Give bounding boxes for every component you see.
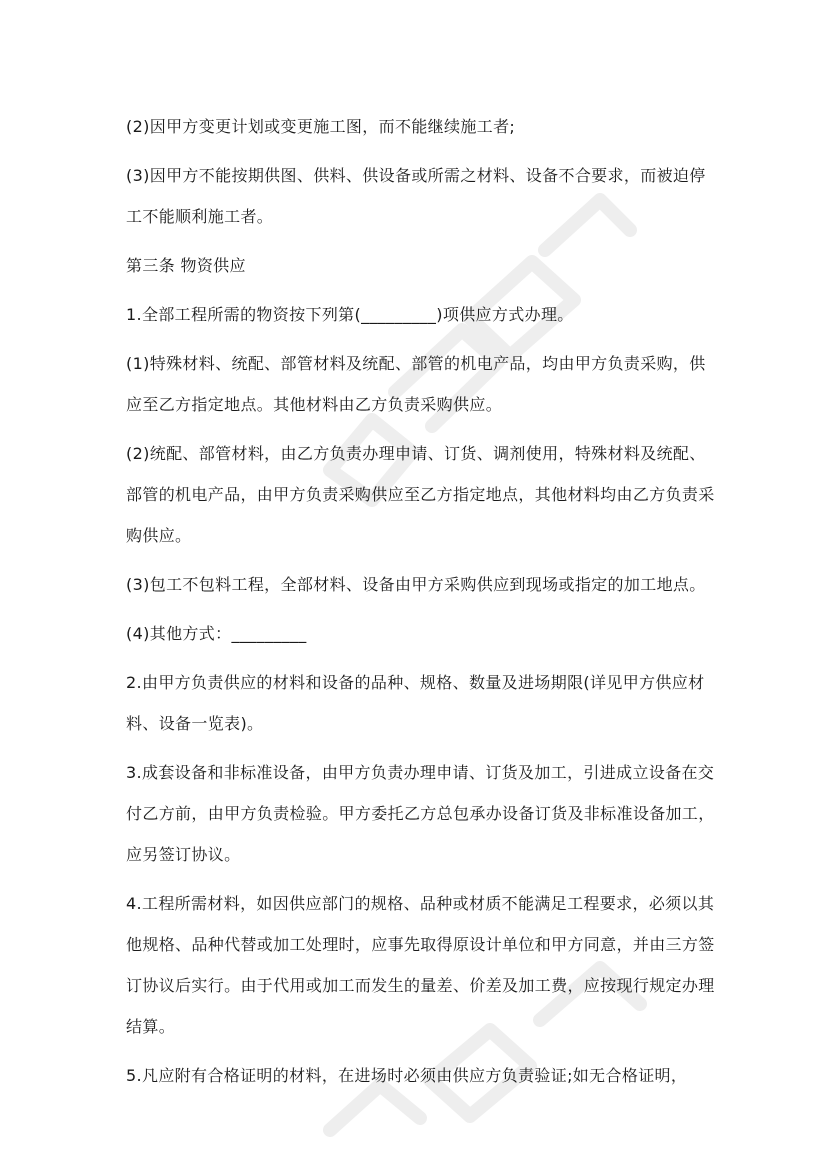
paragraph-item-2: 2.由甲方负责供应的材料和设备的品种、规格、数量及进场期限(详见甲方供应材料、设备一览表)。 <box>126 673 705 733</box>
paragraph-item-3: 3.成套设备和非标准设备，由甲方负责办理申请、订货及加工，引进成立设备在交付乙方前，由甲方负责检验。甲方委托乙方总包承办设备订货及非标准设备加工，应另签订协议。 <box>126 763 715 864</box>
paragraph-item-4: 4.工程所需材料，如因供应部门的规格、品种或材质不能满足工程要求，必须以其他规格、品种代替或加工处理时，应事先取得原设计单位和甲方同意，并由三方签订协议后实行。由于代用或加工而发生的量差、价差及加工费，应按现行规定办理结算。 <box>126 894 715 1036</box>
paragraph-option-4: (4)其他方式：_________ <box>126 624 307 643</box>
paragraph-option-3: (3)包工不包料工程，全部材料、设备由甲方采购供应到现场或指定的加工地点。 <box>126 575 706 594</box>
paragraph-option-1: (1)特殊材料、统配、部管材料及统配、部管的机电产品，均由甲方负责采购，供应至乙方指定地点。其他材料由乙方负责采购供应。 <box>126 354 706 414</box>
paragraph-clause-2-2: (2)因甲方变更计划或变更施工图，而不能继续施工者; <box>126 117 516 136</box>
section-heading-article-3: 第三条 物资供应 <box>126 256 246 275</box>
paragraph-clause-2-3: (3)因甲方不能按期供图、供料、供设备或所需之材料、设备不合要求，而被迫停工不能顺利施工者。 <box>126 166 706 226</box>
paragraph-item-1: 1.全部工程所需的物资按下列第(_________)项供应方式办理。 <box>126 305 574 324</box>
document-body <box>126 106 716 1104</box>
paragraph-item-5: 5.凡应附有合格证明的材料，在进场时必须由供应方负责验证;如无合格证明， <box>126 1066 688 1085</box>
paragraph-option-2: (2)统配、部管材料，由乙方负责办理申请、订货、调剂使用，特殊材料及统配、部管的机电产品，由甲方负责采购供应至乙方指定地点，其他材料均由乙方负责采购供应。 <box>126 444 715 545</box>
